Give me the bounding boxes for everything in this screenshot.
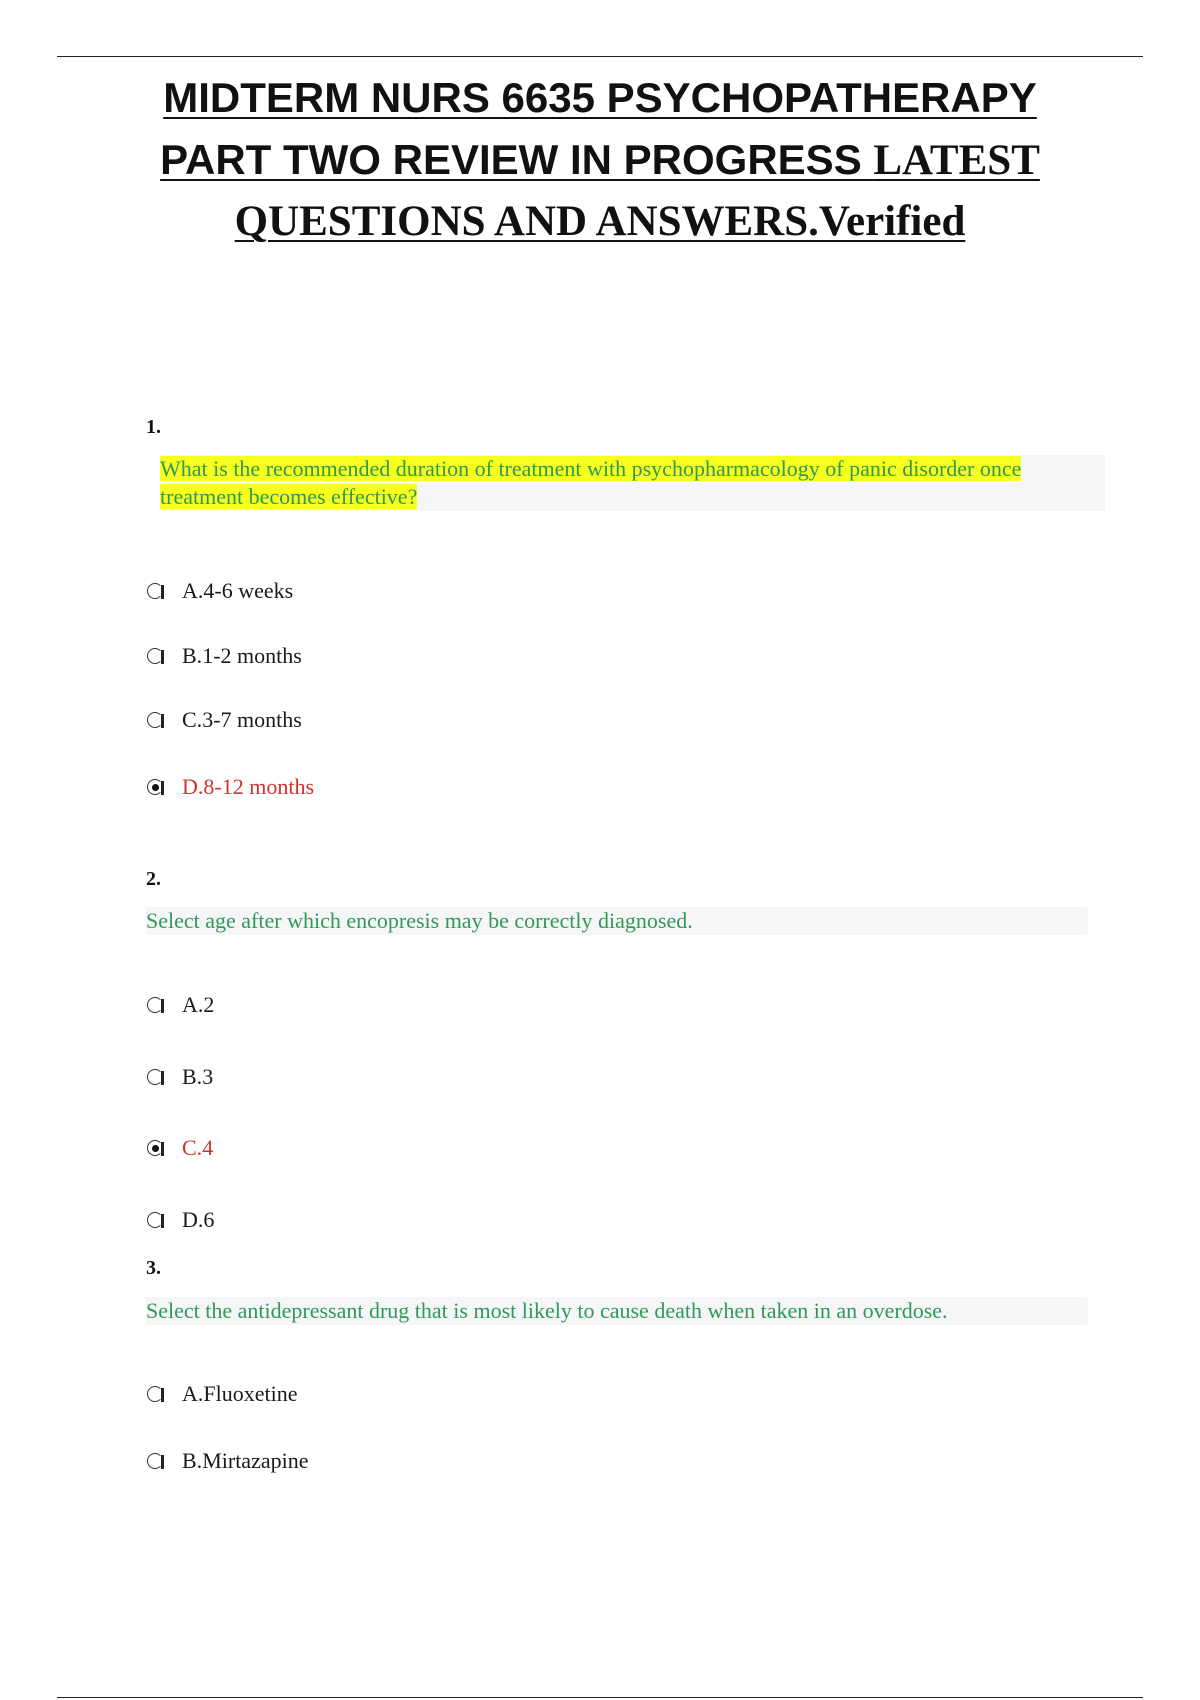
answer-option[interactable] (146, 991, 214, 1019)
question-number: 2. (146, 868, 161, 890)
option-value: 6 (203, 1207, 215, 1232)
question-text: Select age after which encopresis may be correctly diagnosed. (146, 907, 1088, 935)
answer-option-correct[interactable] (146, 1134, 213, 1162)
answer-option-correct[interactable] (146, 773, 314, 801)
radio-button-icon[interactable] (146, 1066, 168, 1088)
option-letter: C. (182, 1135, 203, 1160)
question-text (160, 455, 1105, 511)
radio-button-selected-icon[interactable] (146, 776, 168, 798)
option-value: 3-7 months (202, 707, 302, 732)
question-text: Select the antidepressant drug that is most likely to cause death when taken in an overdose. (146, 1297, 1088, 1325)
answer-option[interactable] (146, 1447, 308, 1475)
answer-option[interactable] (146, 577, 293, 605)
title-text: PART TWO REVIEW IN PROGRESS (160, 136, 874, 183)
answer-option[interactable] (146, 1380, 298, 1408)
answer-option[interactable] (146, 642, 302, 670)
title-text: LATEST (873, 137, 1040, 184)
option-letter: B. (182, 643, 203, 668)
question-number: 3. (146, 1257, 161, 1279)
radio-button-icon[interactable] (146, 709, 168, 731)
radio-button-icon[interactable] (146, 645, 168, 667)
option-value: 8-12 months (203, 774, 315, 799)
radio-button-selected-icon[interactable] (146, 1137, 168, 1159)
radio-button-icon[interactable] (146, 1209, 168, 1231)
option-letter: B. (182, 1064, 203, 1089)
document-title (100, 72, 1100, 257)
option-letter: A. (182, 578, 204, 603)
answer-option[interactable] (146, 1063, 213, 1091)
option-value: 1-2 months (202, 643, 302, 668)
option-value: Mirtazapine (202, 1448, 309, 1473)
option-value: 2 (203, 992, 215, 1017)
answer-option[interactable] (146, 1206, 214, 1234)
option-letter: B. (182, 1448, 203, 1473)
title-line-3 (100, 196, 1100, 257)
option-letter: A. (182, 992, 204, 1017)
radio-button-icon[interactable] (146, 994, 168, 1016)
highlighted-question-text: What is the recommended duration of treatment with psychopharmacology of panic disorder once treatment becomes effective? (160, 456, 1022, 509)
option-value: Fluoxetine (203, 1381, 298, 1406)
bottom-rule (57, 1697, 1143, 1698)
top-rule (57, 56, 1143, 57)
radio-button-icon[interactable] (146, 1450, 168, 1472)
option-value: 4-6 weeks (203, 578, 294, 603)
option-value: 4 (202, 1135, 214, 1160)
option-letter: C. (182, 707, 203, 732)
radio-button-icon[interactable] (146, 1383, 168, 1405)
title-text: MIDTERM NURS 6635 PSYCHOPATHERAPY (163, 74, 1037, 121)
option-letter: D. (182, 1207, 204, 1232)
title-text: QUESTIONS AND ANSWERS.Verified (234, 198, 966, 245)
option-letter: A. (182, 1381, 204, 1406)
option-value: 3 (202, 1064, 214, 1089)
question-number: 1. (146, 416, 161, 438)
radio-button-icon[interactable] (146, 580, 168, 602)
option-letter: D. (182, 774, 204, 799)
title-line-1 (100, 72, 1100, 134)
answer-option[interactable] (146, 706, 302, 734)
title-line-2 (100, 134, 1100, 196)
